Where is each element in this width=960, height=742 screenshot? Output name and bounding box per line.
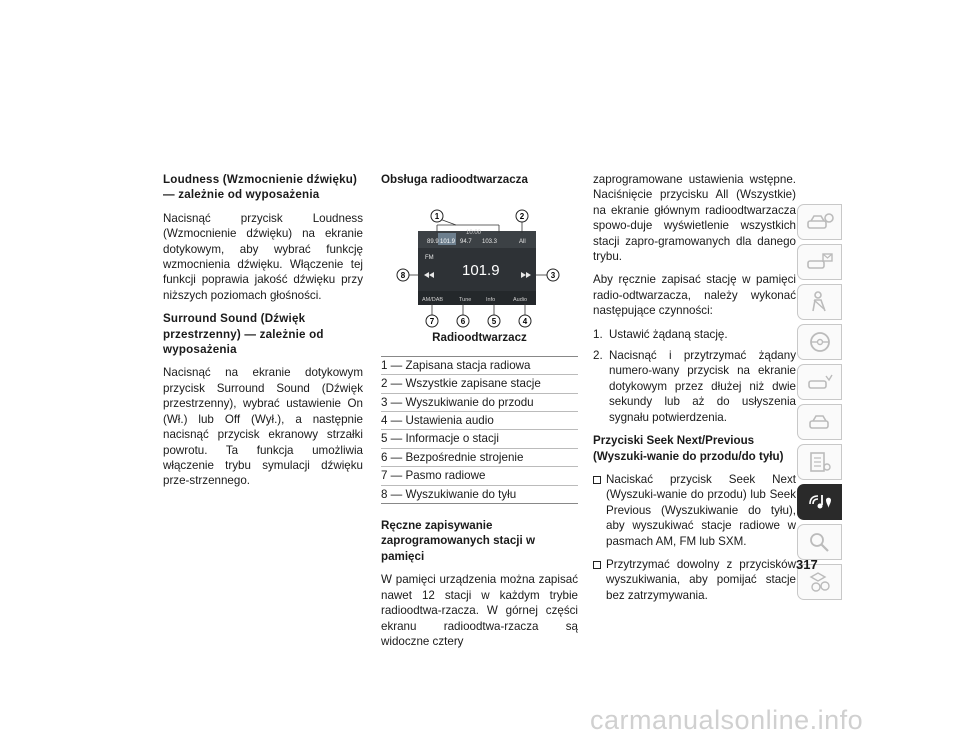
specifications-icon xyxy=(805,450,835,474)
legend-item: 2 — Wszystkie zapisane stacje xyxy=(381,374,578,392)
car-crash-icon xyxy=(805,370,835,394)
heading-manual-preset: Ręczne zapisywanie zaprogramowanych stacji w pamięci xyxy=(381,519,535,563)
legend-item: 3 — Wyszukiwanie do przodu xyxy=(381,393,578,411)
heading-seek-buttons: Przyciski Seek Next/Previous (Wyszuki-wanie do przodu/do tyłu) xyxy=(593,434,784,463)
paragraph-manual-save-intro: Aby ręcznie zapisać stację w pamięci radio-odtwarzacza, należy wykonać następujące czynności: xyxy=(593,273,796,318)
bottom-band: AM/DAB xyxy=(422,297,444,304)
band-label: FM xyxy=(425,255,434,262)
legend-item: 5 — Informacje o stacji xyxy=(381,429,578,447)
column-middle xyxy=(381,172,578,657)
callout-2: 2 xyxy=(519,212,525,222)
step-text: Nacisnąć i przytrzymać żądany numero-wany przycisk na ekranie dotykowym przez dłużej niż dwie sekundy lub aż do usłyszenia sygnału potwierdzenia. xyxy=(609,349,796,424)
frequency-display: 101.9 xyxy=(462,262,500,280)
watermark: carmanualsonline.info xyxy=(590,705,864,735)
heading-loudness: Loudness (Wzmocnienie dźwięku) — zależnie od wyposażenia xyxy=(163,173,358,202)
heading-surround: Surround Sound (Dźwięk przestrzenny) — zależnie od wyposażenia xyxy=(163,312,324,357)
magnifier-icon xyxy=(805,530,835,554)
checkbox-bullet-icon xyxy=(593,561,601,569)
paragraph-presets-continued: zaprogramowane ustawienia wstępne. Naciśnięcie przycisku All (Wszystkie) na ekranie głównym radioodtwarzacza spowo-duje wyświetlenie wszystkich stacji zapro-gramowanych dla danego trybu. xyxy=(593,173,796,264)
car-service-icon xyxy=(805,410,835,434)
tab-car-dashboard[interactable] xyxy=(797,204,842,240)
preset-3: 94.7 xyxy=(460,239,472,246)
callout-8: 8 xyxy=(400,271,406,281)
tab-car-service[interactable] xyxy=(797,404,842,440)
callout-1: 1 xyxy=(434,212,440,222)
callout-6: 6 xyxy=(460,317,466,327)
bottom-info: Info xyxy=(486,297,496,304)
clock: 10:00 xyxy=(466,230,482,237)
tab-index[interactable] xyxy=(797,524,842,560)
figure-legend xyxy=(381,356,578,504)
list-item xyxy=(593,348,796,425)
steps-list xyxy=(593,327,796,425)
legend-item: 1 — Zapisana stacja radiowa xyxy=(381,358,531,372)
bottom-tune: Tune xyxy=(459,297,472,304)
seatbelt-icon xyxy=(805,290,835,314)
callout-3: 3 xyxy=(550,271,556,281)
language-index-icon xyxy=(805,570,835,594)
bullet-text: Przytrzymać dowolny z przycisków wyszukiwania, aby pomijać stacje bez zatrzymywania. xyxy=(606,557,796,602)
preset-1: 89.9 xyxy=(427,239,439,246)
preset-all: All xyxy=(519,239,526,246)
step-number: 2. xyxy=(593,349,603,363)
paragraph-surround: Nacisnąć na ekranie dotykowym przycisk Surround Sound (Dźwięk przestrzenny), wybrać ustawienie On (Wł.) lub Off (Wył.), a następnie nacisnąć przycisk ekranowy strzałki powrotu. Ta funkcja umożliwia włączenie trybu symulacji dźwięku prze-strzennego. xyxy=(163,366,363,488)
car-message-icon xyxy=(805,250,835,274)
step-text: Ustawić żądaną stację. xyxy=(609,327,728,341)
figure-caption: Radioodtwarzacz xyxy=(432,331,527,345)
legend-item: 8 — Wyszukiwanie do tyłu xyxy=(381,485,578,503)
chapter-tabs xyxy=(797,204,842,604)
steering-wheel-icon xyxy=(805,330,835,354)
callout-7: 7 xyxy=(429,317,435,327)
paragraph-loudness: Nacisnąć przycisk Loudness (Wzmocnienie dźwięku) na ekranie dotykowym, aby wybrać funkcję wzmocnienia dźwięku. Włączenie tej funkcji poprawia jakość dźwięku przy niższych poziomach głośności. xyxy=(163,211,363,302)
legend-item: 7 — Pasmo radiowe xyxy=(381,466,578,484)
tab-car-message[interactable] xyxy=(797,244,842,280)
step-number: 1. xyxy=(593,327,603,341)
page-number: 317 xyxy=(796,557,818,572)
column-left xyxy=(163,172,363,497)
radio-illustration xyxy=(381,193,578,328)
list-item xyxy=(593,557,796,603)
preset-4: 103.3 xyxy=(482,239,498,246)
legend-item: 4 — Ustawienia audio xyxy=(381,411,578,429)
column-right xyxy=(593,172,796,611)
checkbox-bullet-icon xyxy=(593,476,601,484)
callout-5: 5 xyxy=(491,317,497,327)
tab-multimedia[interactable] xyxy=(797,484,842,520)
tab-seatbelt[interactable] xyxy=(797,284,842,320)
tab-steering-wheel[interactable] xyxy=(797,324,842,360)
tab-specifications[interactable] xyxy=(797,444,842,480)
tab-car-crash[interactable] xyxy=(797,364,842,400)
radio-figure xyxy=(381,193,578,328)
callout-4: 4 xyxy=(522,317,528,327)
legend-item: 6 — Bezpośrednie strojenie xyxy=(381,448,578,466)
list-item xyxy=(593,472,796,549)
heading-radio-operation: Obsługa radioodtwarzacza xyxy=(381,173,528,186)
paragraph-manual-preset: W pamięci urządzenia można zapisać nawet 12 stacji w każdym trybie radioodtwa-rzacza. W górnej części ekranu radioodtwa-rzacza są widoczne cztery xyxy=(381,573,578,648)
car-dashboard-icon xyxy=(805,210,835,234)
bullet-text: Naciskać przycisk Seek Next (Wyszuki-wanie do przodu) lub Seek Previous (Wyszukiwanie do tyłu), aby wyszukiwać stacje radiowe w pasmach AM, FM lub SXM. xyxy=(606,472,796,548)
seek-bullets xyxy=(593,472,796,603)
bottom-audio: Audio xyxy=(513,297,528,304)
multimedia-music-nav-icon xyxy=(805,490,835,514)
preset-2: 101.9 xyxy=(440,239,456,246)
list-item xyxy=(593,327,796,342)
